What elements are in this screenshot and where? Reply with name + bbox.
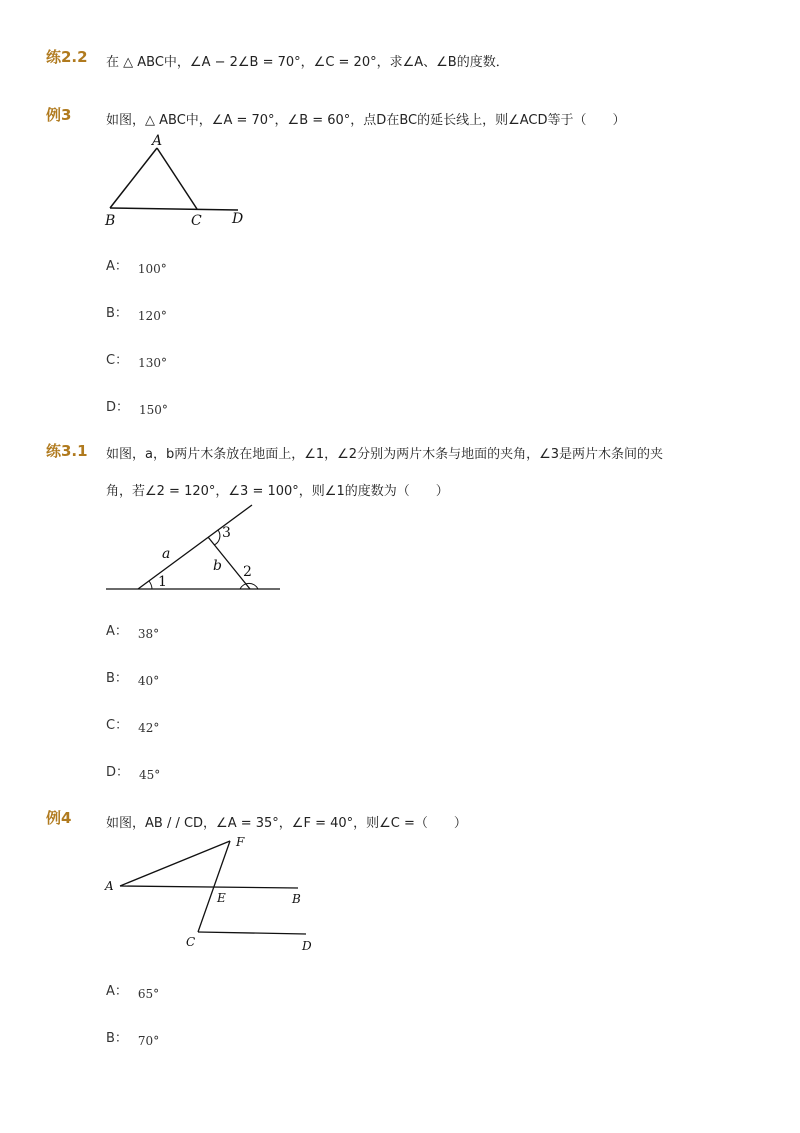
problem-3-1-option-a xyxy=(106,620,159,639)
example-3-text: 如图，△ ABC中，∠A = 70°，∠B = 60°，点D在BC的延长线上，则∠ACD等于（ ） xyxy=(106,113,626,128)
problem-3-1-line-1: 如图，a，b两片木条放在地面上，∠1，∠2分别为两片木条与地面的夹角，∠3是两片木条间的夹 xyxy=(106,447,663,462)
option-key: D： xyxy=(106,400,130,415)
option-value: 38° xyxy=(137,627,160,641)
problem-3-1-option-b xyxy=(106,667,159,686)
example-label-4: 例4 xyxy=(46,809,72,827)
option-key: B： xyxy=(106,671,128,686)
vertex-label-a: A xyxy=(152,133,163,149)
angle-label-2: 2 xyxy=(243,564,252,580)
option-key: B： xyxy=(106,306,128,321)
problem-label-2-2: 练2.2 xyxy=(46,48,88,66)
problem-label-3-1: 练3.1 xyxy=(46,442,88,460)
option-key: A： xyxy=(106,984,128,999)
point-label-c: C xyxy=(186,935,196,949)
example-3-option-a xyxy=(106,255,167,274)
angle-label-3: 3 xyxy=(222,525,231,541)
option-value: 40° xyxy=(137,674,160,688)
problem-3-1-figure xyxy=(100,500,290,600)
example-4-text: 如图，AB / / CD，∠A = 35°，∠F = 40°，则∠C =（ ） xyxy=(106,816,467,831)
option-key: A： xyxy=(106,259,128,274)
option-value: 65° xyxy=(137,987,160,1001)
option-key: C： xyxy=(106,353,129,368)
option-value: 130° xyxy=(138,356,167,370)
example-4-option-b xyxy=(106,1027,159,1046)
problem-2-2-text: 在 △ ABC中，∠A − 2∠B = 70°，∠C = 20°，求∠A、∠B的度数． xyxy=(106,55,509,70)
vertex-label-b: B xyxy=(105,213,116,229)
vertex-label-d: D xyxy=(232,211,244,227)
problem-3-1-option-d xyxy=(106,761,160,780)
example-3-option-c xyxy=(106,349,167,368)
example-label-3: 例3 xyxy=(46,106,72,124)
point-label-e: E xyxy=(217,891,226,905)
angle-label-1: 1 xyxy=(158,574,167,590)
example-3-figure xyxy=(100,130,260,230)
example-3-option-d xyxy=(106,396,168,415)
option-value: 120° xyxy=(137,309,167,323)
option-value: 100° xyxy=(137,262,167,276)
example-4-figure xyxy=(100,830,320,960)
point-label-b: B xyxy=(292,892,301,906)
problem-3-1-option-c xyxy=(106,714,159,733)
option-value: 150° xyxy=(139,403,168,417)
option-value: 70° xyxy=(137,1034,160,1048)
point-label-a: A xyxy=(105,879,114,893)
example-3-option-b xyxy=(106,302,167,321)
option-key: B： xyxy=(106,1031,128,1046)
option-key: D： xyxy=(106,765,130,780)
option-value: 45° xyxy=(139,768,161,782)
option-value: 42° xyxy=(138,721,160,735)
vertex-label-c: C xyxy=(191,213,202,229)
point-label-d: D xyxy=(302,939,312,953)
option-key: C： xyxy=(106,718,129,733)
point-label-f: F xyxy=(236,835,245,849)
example-4-option-a xyxy=(106,980,159,999)
stick-label-b: b xyxy=(213,558,222,574)
option-key: A： xyxy=(106,624,128,639)
problem-3-1-line-2: 角，若∠2 = 120°，∠3 = 100°，则∠1的度数为（ ） xyxy=(106,484,449,499)
stick-label-a: a xyxy=(162,546,171,562)
